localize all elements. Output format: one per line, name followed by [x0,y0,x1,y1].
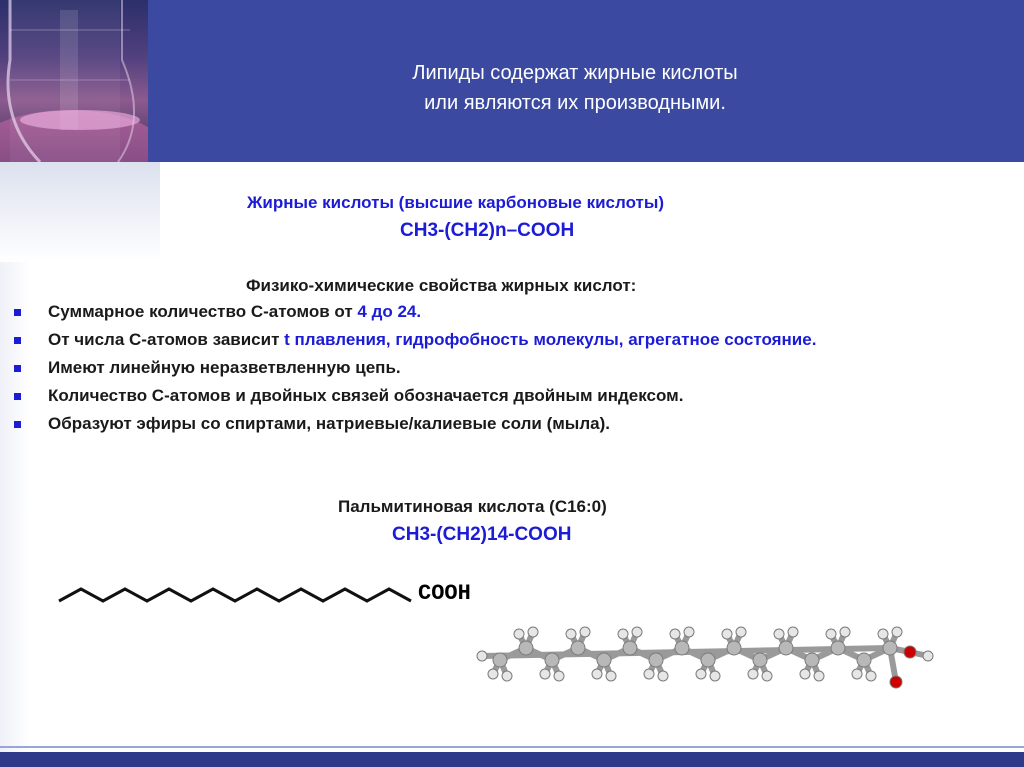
properties-list [14,301,1004,441]
property-text: От числа С-атомов зависит [48,330,285,349]
property-highlight: 4 до 24. [357,302,422,321]
bullet-icon [14,309,21,316]
footer-line [0,746,1024,748]
list-item [14,385,1004,407]
list-item [14,329,1004,351]
ball-and-stick-model [470,610,980,695]
slide-title [200,58,950,118]
list-item [14,413,1004,435]
property-text: Суммарное количество С-атомов от [48,302,358,321]
palmitic-acid-title: Пальмитиновая кислота (С16:0) [338,497,607,516]
footer-bar [0,752,1024,767]
title-line-2: или являются их производными. [424,92,726,114]
title-line-1: Липиды содержат жирные кислоты [412,62,738,84]
bullet-icon [14,365,21,372]
fatty-acids-subtitle: Жирные кислоты (высшие карбоновые кислоты) [247,193,665,212]
property-text: Образуют эфиры со спиртами, натриевые/калиевые соли (мыла). [48,414,610,433]
general-formula: CH3-(CH2)n–COOH [400,220,575,241]
bullet-icon [14,393,21,400]
bullet-icon [14,337,21,344]
list-item [14,301,1004,323]
property-highlight: t плавления, гидрофобность молекулы, агрегатное состояние. [284,330,817,349]
property-text: Количество С-атомов и двойных связей обозначается двойным индексом. [48,386,684,405]
property-text: Имеют линейную неразветвленную цепь. [48,358,401,377]
properties-heading: Физико-химические свойства жирных кислот: [246,276,637,295]
photo-reflection [0,162,160,262]
flask-photo [0,0,148,162]
cooh-label: COOH [418,581,471,606]
palmitic-formula: CH3-(CH2)14-COOH [392,524,572,545]
header-band [0,0,1024,162]
list-item [14,357,1004,379]
bullet-icon [14,421,21,428]
zigzag-chain-structure [55,575,420,610]
